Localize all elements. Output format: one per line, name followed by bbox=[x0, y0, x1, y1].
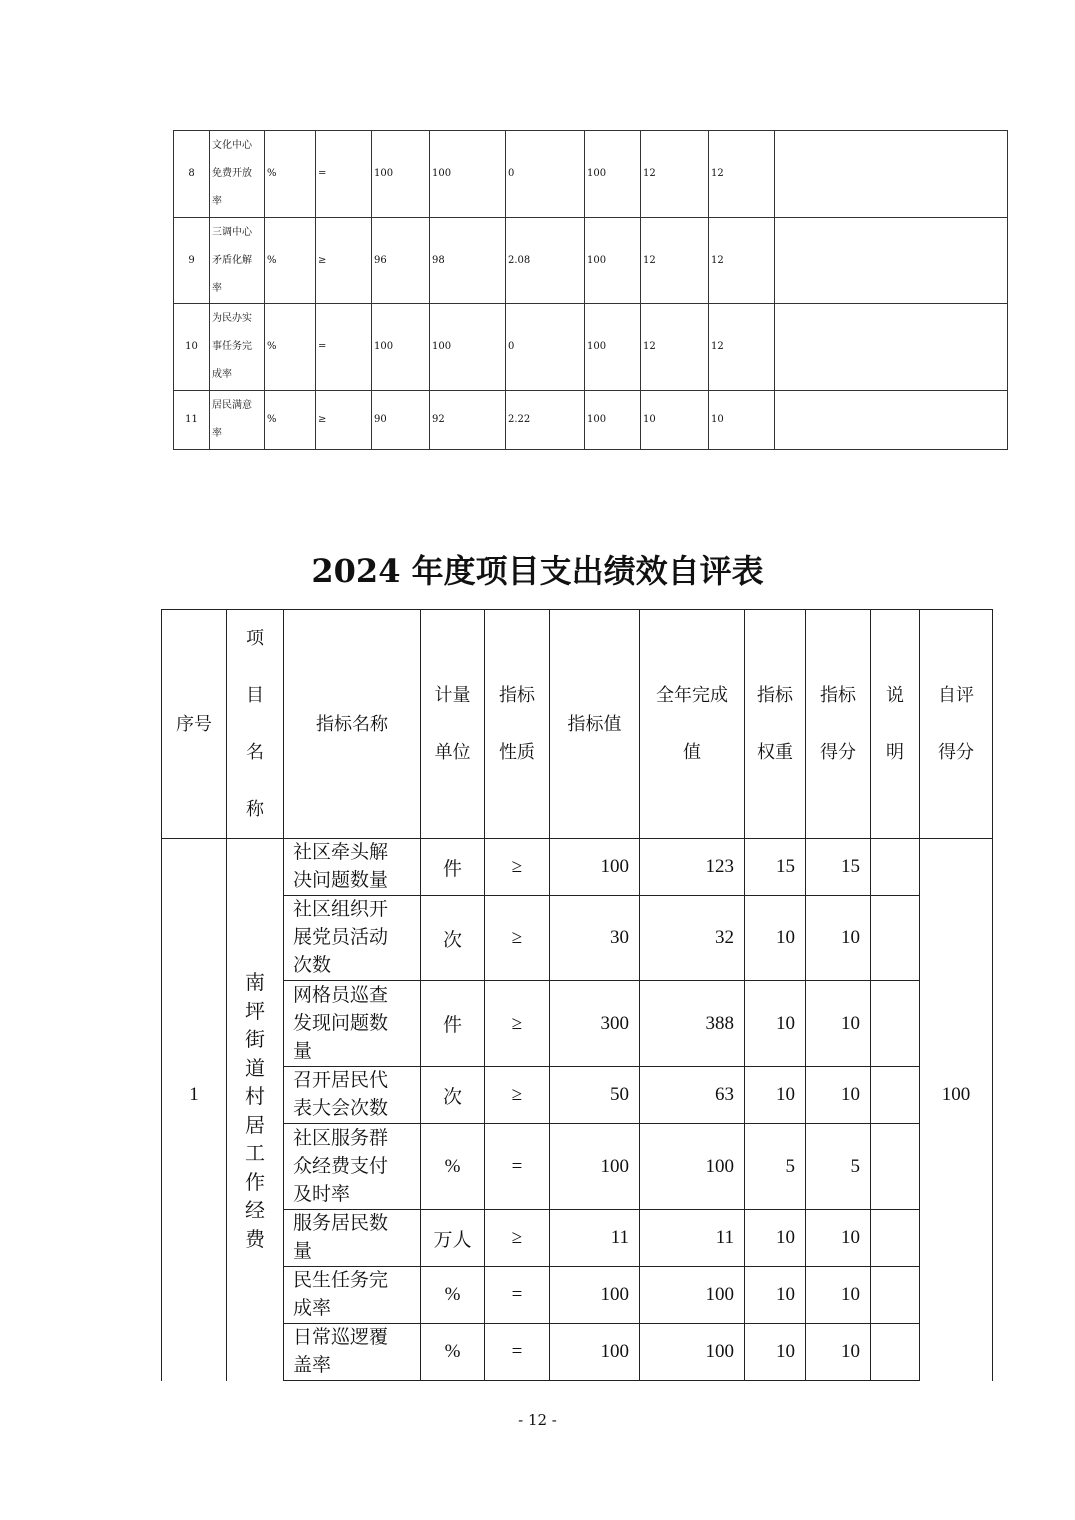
header-project-char: 称 bbox=[246, 799, 264, 820]
indicator-name-line: 次数 bbox=[293, 955, 332, 976]
row-score: 10 bbox=[709, 391, 775, 450]
project-seq: 1 bbox=[162, 839, 227, 1381]
header-nature bbox=[485, 610, 550, 839]
indicator-name-line: 盖率 bbox=[293, 1355, 332, 1376]
page-title: 2024 年度项目支出绩效自评表 bbox=[311, 552, 764, 590]
indicator-nature: = bbox=[485, 1324, 550, 1381]
row-seq: 11 bbox=[174, 391, 210, 450]
indicator-score: 10 bbox=[806, 1067, 871, 1124]
header-actual-line: 全年完成 bbox=[656, 685, 728, 706]
header-self-score-line: 自评 bbox=[938, 685, 974, 706]
header-score-line: 指标 bbox=[820, 685, 856, 706]
indicator-unit: % bbox=[421, 1324, 485, 1381]
row-note bbox=[775, 304, 1008, 391]
row-rate: 100 bbox=[585, 304, 641, 391]
indicator-weight: 15 bbox=[745, 839, 806, 896]
table-row bbox=[162, 1267, 993, 1324]
indicator-name bbox=[284, 896, 421, 981]
indicator-note bbox=[871, 1067, 920, 1124]
row-indicator-name-line: 成率 bbox=[212, 369, 232, 380]
header-actual bbox=[640, 610, 745, 839]
table-row bbox=[174, 218, 1008, 304]
row-rate: 100 bbox=[585, 131, 641, 218]
header-weight-line: 指标 bbox=[757, 685, 793, 706]
row-weight: 10 bbox=[641, 391, 709, 450]
indicator-weight: 10 bbox=[745, 1067, 806, 1124]
indicator-nature: ≥ bbox=[485, 896, 550, 981]
row-seq: 10 bbox=[174, 304, 210, 391]
row-score: 12 bbox=[709, 304, 775, 391]
table-row bbox=[162, 839, 993, 896]
indicator-target: 300 bbox=[550, 981, 640, 1067]
indicator-name bbox=[284, 1067, 421, 1124]
header-seq: 序号 bbox=[162, 610, 227, 839]
indicator-weight: 10 bbox=[745, 1324, 806, 1381]
row-indicator-name bbox=[210, 391, 265, 450]
header-weight-line: 权重 bbox=[757, 742, 793, 763]
indicator-score: 10 bbox=[806, 1267, 871, 1324]
row-nature: ≥ bbox=[316, 391, 372, 450]
indicator-target: 100 bbox=[550, 839, 640, 896]
indicator-actual: 100 bbox=[640, 1124, 745, 1210]
indicator-name-line: 社区牵头解 bbox=[293, 842, 389, 863]
indicator-name-line: 量 bbox=[293, 1040, 313, 1062]
indicator-name-line: 众经费支付 bbox=[293, 1155, 389, 1177]
indicator-actual: 388 bbox=[640, 981, 745, 1067]
header-weight bbox=[745, 610, 806, 839]
row-actual: 98 bbox=[430, 218, 506, 304]
header-nature-line: 指标 bbox=[499, 685, 535, 706]
indicator-unit: % bbox=[421, 1267, 485, 1324]
indicator-target: 100 bbox=[550, 1267, 640, 1324]
header-score bbox=[806, 610, 871, 839]
header-unit bbox=[421, 610, 485, 839]
row-indicator-name-line: 矛盾化解 bbox=[212, 254, 252, 266]
indicator-weight: 10 bbox=[745, 896, 806, 981]
row-nature: ≥ bbox=[316, 218, 372, 304]
indicator-name-line: 成率 bbox=[293, 1298, 332, 1319]
row-indicator-name bbox=[210, 218, 265, 304]
table-row bbox=[162, 1210, 993, 1267]
header-target: 指标值 bbox=[550, 610, 640, 839]
indicator-nature: ≥ bbox=[485, 839, 550, 896]
header-note-line: 说 bbox=[886, 685, 904, 706]
table-row bbox=[162, 981, 993, 1067]
indicator-actual: 11 bbox=[640, 1210, 745, 1267]
indicator-nature: ≥ bbox=[485, 1067, 550, 1124]
row-indicator-name-line: 免费开放 bbox=[212, 168, 252, 179]
table-row bbox=[162, 1067, 993, 1124]
row-note bbox=[775, 218, 1008, 304]
row-indicator-name-line: 三调中心 bbox=[212, 226, 252, 238]
row-deviation: 0 bbox=[506, 304, 585, 391]
row-indicator-name-line: 率 bbox=[212, 196, 222, 207]
row-unit: % bbox=[265, 304, 316, 391]
table-row bbox=[162, 896, 993, 981]
project-name-char: 居 bbox=[245, 1114, 265, 1137]
indicator-actual: 100 bbox=[640, 1324, 745, 1381]
header-project bbox=[227, 610, 284, 839]
indicator-name-line: 网格员巡查 bbox=[293, 984, 389, 1006]
indicator-unit: 次 bbox=[421, 1067, 485, 1124]
row-target: 100 bbox=[372, 304, 430, 391]
header-project-char: 名 bbox=[246, 742, 264, 763]
indicator-name-line: 量 bbox=[293, 1241, 313, 1262]
indicator-target: 100 bbox=[550, 1124, 640, 1210]
row-note bbox=[775, 391, 1008, 450]
indicator-name-line: 服务居民数 bbox=[293, 1213, 389, 1234]
row-unit: % bbox=[265, 391, 316, 450]
indicator-unit: 件 bbox=[421, 839, 485, 896]
project-name-char: 村 bbox=[245, 1086, 265, 1108]
row-indicator-name bbox=[210, 131, 265, 218]
indicator-nature: ≥ bbox=[485, 1210, 550, 1267]
indicator-note bbox=[871, 1210, 920, 1267]
row-target: 90 bbox=[372, 391, 430, 450]
table-row bbox=[174, 304, 1008, 391]
row-actual: 92 bbox=[430, 391, 506, 450]
row-note bbox=[775, 131, 1008, 218]
indicator-weight: 10 bbox=[745, 981, 806, 1067]
indicator-name bbox=[284, 1267, 421, 1324]
indicator-score: 10 bbox=[806, 981, 871, 1067]
indicator-weight: 5 bbox=[745, 1124, 806, 1210]
indicator-note bbox=[871, 896, 920, 981]
header-project-char: 项 bbox=[246, 628, 264, 649]
header-self-score bbox=[920, 610, 993, 839]
header-unit-line: 计量 bbox=[434, 685, 471, 706]
indicator-name bbox=[284, 1124, 421, 1210]
row-indicator-name-line: 事任务完 bbox=[212, 341, 252, 352]
header-actual-line: 值 bbox=[683, 742, 701, 763]
project-name-char: 工 bbox=[245, 1143, 265, 1165]
indicator-name bbox=[284, 1210, 421, 1267]
row-target: 100 bbox=[372, 131, 430, 218]
indicator-target: 100 bbox=[550, 1324, 640, 1381]
indicator-nature: = bbox=[485, 1124, 550, 1210]
project-name-char: 作 bbox=[245, 1171, 265, 1194]
indicator-actual: 63 bbox=[640, 1067, 745, 1124]
row-indicator-name-line: 率 bbox=[212, 282, 222, 294]
row-indicator-name bbox=[210, 304, 265, 391]
project-name-char: 经 bbox=[245, 1200, 265, 1222]
indicator-note bbox=[871, 1324, 920, 1381]
row-seq: 9 bbox=[174, 218, 210, 304]
indicator-target: 11 bbox=[550, 1210, 640, 1267]
indicator-name bbox=[284, 1324, 421, 1381]
project-name-char: 南 bbox=[245, 972, 265, 994]
indicator-name-line: 社区服务群 bbox=[293, 1127, 389, 1149]
indicator-note bbox=[871, 1267, 920, 1324]
indicator-unit: % bbox=[421, 1124, 485, 1210]
table-row bbox=[162, 1324, 993, 1381]
row-weight: 12 bbox=[641, 218, 709, 304]
header-note bbox=[871, 610, 920, 839]
indicator-nature: = bbox=[485, 1267, 550, 1324]
row-actual: 100 bbox=[430, 304, 506, 391]
header-nature-line: 性质 bbox=[499, 742, 535, 763]
indicator-score: 10 bbox=[806, 896, 871, 981]
indicator-nature: ≥ bbox=[485, 981, 550, 1067]
project-name-char: 坪 bbox=[245, 1000, 265, 1023]
indicator-unit: 万人 bbox=[421, 1210, 485, 1267]
indicator-note bbox=[871, 981, 920, 1067]
row-deviation: 2.22 bbox=[506, 391, 585, 450]
header-unit-line: 单位 bbox=[434, 742, 471, 763]
indicator-name-line: 民生任务完 bbox=[293, 1270, 389, 1291]
indicator-actual: 100 bbox=[640, 1267, 745, 1324]
indicator-note bbox=[871, 1124, 920, 1210]
row-unit: % bbox=[265, 131, 316, 218]
project-name-char: 街 bbox=[245, 1029, 265, 1051]
indicator-unit: 次 bbox=[421, 896, 485, 981]
row-actual: 100 bbox=[430, 131, 506, 218]
indicator-actual: 123 bbox=[640, 839, 745, 896]
indicator-score: 10 bbox=[806, 1210, 871, 1267]
indicator-name-line: 日常巡逻覆 bbox=[293, 1327, 389, 1348]
indicator-name-line: 表大会次数 bbox=[293, 1098, 389, 1119]
table-row bbox=[174, 391, 1008, 450]
header-indicator: 指标名称 bbox=[284, 610, 421, 839]
indicator-score: 15 bbox=[806, 839, 871, 896]
row-rate: 100 bbox=[585, 391, 641, 450]
row-indicator-name-line: 率 bbox=[212, 428, 222, 439]
row-deviation: 0 bbox=[506, 131, 585, 218]
self-score: 100 bbox=[920, 839, 993, 1381]
row-seq: 8 bbox=[174, 131, 210, 218]
indicator-name-line: 发现问题数 bbox=[293, 1012, 389, 1034]
project-name bbox=[227, 839, 284, 1381]
previous-indicator-table-body bbox=[174, 131, 1008, 450]
indicator-note bbox=[871, 839, 920, 896]
indicator-name-line: 展党员活动 bbox=[293, 927, 389, 948]
row-rate: 100 bbox=[585, 218, 641, 304]
indicator-weight: 10 bbox=[745, 1267, 806, 1324]
indicator-weight: 10 bbox=[745, 1210, 806, 1267]
previous-indicator-table bbox=[173, 130, 1008, 450]
row-target: 96 bbox=[372, 218, 430, 304]
indicator-score: 5 bbox=[806, 1124, 871, 1210]
header-row bbox=[162, 610, 993, 839]
indicator-name-line: 社区组织开 bbox=[293, 899, 389, 920]
row-indicator-name-line: 文化中心 bbox=[212, 140, 252, 151]
table-row bbox=[162, 1124, 993, 1210]
row-indicator-name-line: 居民满意 bbox=[212, 400, 252, 411]
header-project-char: 目 bbox=[246, 685, 264, 706]
indicator-name bbox=[284, 981, 421, 1067]
indicator-name-line: 召开居民代 bbox=[293, 1070, 389, 1091]
project-name-char: 费 bbox=[245, 1228, 265, 1251]
row-weight: 12 bbox=[641, 304, 709, 391]
indicator-score: 10 bbox=[806, 1324, 871, 1381]
indicator-name-line: 决问题数量 bbox=[293, 870, 389, 891]
header-note-line: 明 bbox=[886, 742, 904, 763]
row-nature: = bbox=[316, 304, 372, 391]
row-indicator-name-line: 为民办实 bbox=[212, 313, 252, 324]
row-weight: 12 bbox=[641, 131, 709, 218]
project-name-char: 道 bbox=[245, 1057, 265, 1080]
indicator-actual: 32 bbox=[640, 896, 745, 981]
header-self-score-line: 得分 bbox=[938, 742, 974, 763]
performance-table-body bbox=[162, 839, 993, 1381]
indicator-target: 30 bbox=[550, 896, 640, 981]
indicator-unit: 件 bbox=[421, 981, 485, 1067]
row-score: 12 bbox=[709, 131, 775, 218]
page-number: - 12 - bbox=[518, 1411, 557, 1429]
table-row bbox=[174, 131, 1008, 218]
indicator-name-line: 及时率 bbox=[293, 1183, 351, 1205]
row-score: 12 bbox=[709, 218, 775, 304]
row-unit: % bbox=[265, 218, 316, 304]
indicator-target: 50 bbox=[550, 1067, 640, 1124]
row-nature: = bbox=[316, 131, 372, 218]
row-deviation: 2.08 bbox=[506, 218, 585, 304]
header-score-line: 得分 bbox=[820, 742, 856, 763]
performance-self-evaluation-table bbox=[161, 609, 993, 1381]
indicator-name bbox=[284, 839, 421, 896]
